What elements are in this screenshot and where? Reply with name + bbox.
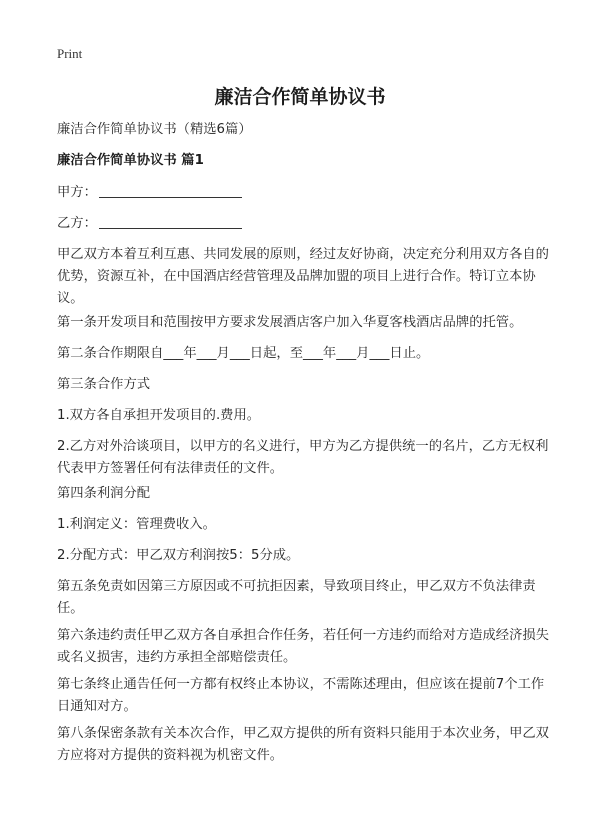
article-6: 第六条违约责任甲乙双方各自承担合作任务，若任何一方违约而给对方造成经济损失或名义损害，违约方承担全部赔偿责任。 [57,628,549,665]
document-title: 廉洁合作简单协议书 [214,86,386,108]
article-3-item-2: 2.乙方对外洽谈项目，以甲方的名义进行，甲方为乙方提供统一的名片，乙方无权利代表甲方签署任何有法律责任的文件。 [57,439,549,476]
party-a-blank [99,182,242,198]
document-subtitle: 廉洁合作简单协议书（精选6篇） [57,122,252,137]
article-8: 第八条保密条款有关本次合作，甲乙双方提供的所有资料只能用于本次业务，甲乙双方应将对方提供的资料视为机密文件。 [57,726,549,763]
article-4-heading: 第四条利润分配 [57,486,151,501]
party-b-line [57,213,553,235]
article-3-item-1: 1.双方各自承担开发项目的.费用。 [57,408,261,423]
article-2: 第二条合作期限自___年___月___日起，至___年___月___日止。 [57,346,430,361]
party-a-line [57,182,553,204]
party-b-label: 乙方： [57,216,97,231]
article-3-heading: 第三条合作方式 [57,377,151,392]
party-b-blank [99,213,242,229]
article-4-item-2: 2.分配方式：甲乙双方利润按5：5分成。 [57,548,300,563]
article-4-item-1: 1.利润定义：管理费收入。 [57,517,216,532]
article-5: 第五条免责如因第三方原因或不可抗拒因素，导致项目终止，甲乙双方不负法律责任。 [57,579,536,616]
section-heading: 廉洁合作简单协议书 篇1 [57,153,204,168]
article-1: 第一条开发项目和范围按甲方要求发展酒店客户加入华夏客栈酒店品牌的托管。 [57,315,523,330]
intro-paragraph: 甲乙双方本着互利互惠、共同发展的原则，经过友好协商，决定充分利用双方各自的优势，资源互补，在中国酒店经营管理及品牌加盟的项目上进行合作。特订立本协议。 [57,247,549,306]
print-link[interactable]: Print [57,46,83,61]
article-7: 第七条终止通告任何一方都有权终止本协议，不需陈述理由，但应该在提前7个工作日通知对方。 [57,677,545,714]
party-a-label: 甲方： [57,185,97,200]
